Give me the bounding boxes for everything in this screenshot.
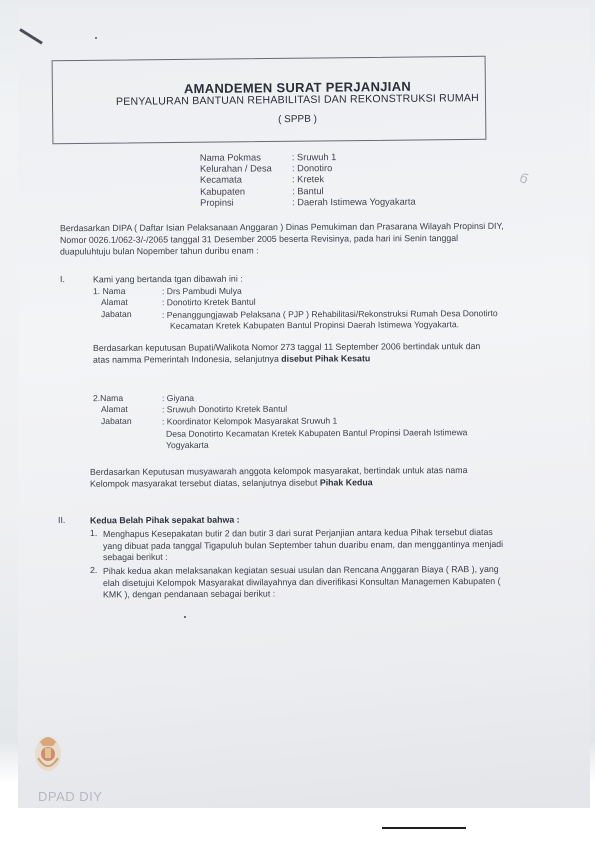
intro-line: Berdasarkan DIPA ( Daftar Isian Pelaksanaan Anggaran ) Dinas Pemukiman dan Prasarana Wilayah Propinsi DIY, <box>59 220 504 234</box>
party2-position-value: : Koordinator Kelompok Masyarakat Sruwuh 1 <box>161 415 338 427</box>
info-label: Kelurahan / Desa <box>199 163 272 174</box>
party1-name-label: 1. Nama <box>92 285 126 297</box>
info-label: Propinsi <box>200 197 234 208</box>
info-label: Nama Pokmas <box>199 152 261 163</box>
info-value: : Bantul <box>292 185 324 196</box>
item-line: Pihak kedua akan melaksanakan kegiatan sesuai usulan dan Rencana Anggaran Biaya ( RAB ), yang <box>102 563 499 577</box>
party2-name-label: 2.Nama <box>92 392 124 404</box>
party2-address-value: : Sruwuh Donotirto Kretek Bantul <box>161 403 288 415</box>
party2-position-value: Desa Donotirto Kecamatan Kretek Kabupaten Bantul Propinsi Daerah Istimewa <box>165 427 468 439</box>
watermark: DPAD DIY <box>38 789 103 804</box>
footer-rule <box>382 827 466 829</box>
item-line: yang dibuat pada tanggal Tigapuluh bulan September tahun duaribu enam, dan menggantinya menjadi <box>102 538 504 552</box>
party2-position-value: Yogyakarta <box>165 439 209 451</box>
document-code: ( SPPB ) <box>277 113 318 126</box>
section-2-number: II. <box>57 514 66 526</box>
party1-name-value: : Drs Pambudi Mulya <box>161 285 242 297</box>
info-value: : Kretek <box>291 174 325 185</box>
intro-line: duapuluhtuju bulan Nopember tahun duribu enam : <box>59 245 259 257</box>
info-value: : Daerah Istimewa Yogyakarta <box>292 196 416 208</box>
party2-address-label: Alamat <box>100 403 128 415</box>
document-subtitle: PENYALURAN BANTUAN REHABILITASI DAN REKONSTRUKSI RUMAH <box>115 92 480 108</box>
section-2-lead: Kedua Belah Pihak sepakat bahwa : <box>89 514 240 526</box>
party1-position-value: Kecamatan Kretek Kabupaten Bantul Propinsi Daerah Istimewa Yogyakarta. <box>169 319 460 331</box>
document-title: AMANDEMEN SURAT PERJANJIAN <box>183 78 412 97</box>
section-1-lead: Kami yang bertanda tgan dibawah ini : <box>92 273 243 285</box>
item-number: 1. <box>89 527 98 539</box>
party1-position-value: : Penanggungjawab Pelaksana ( PJP ) Rehabilitasi/Rekonstruksi Rumah Desa Donotirto <box>161 308 498 320</box>
party2-designation: Pihak Kedua <box>319 477 373 488</box>
intro-line: Nomor 0026.1/062-3/-/2065 tanggal 31 Desember 2005 beserta Revisinya, pada hari ini Senin tanggal <box>59 232 459 246</box>
party1-note-text: atas namma Pemerintah Indonesia, selanjutnya <box>92 353 282 365</box>
party2-note <box>90 477 373 490</box>
item-line: sebagai berikut : <box>102 551 168 563</box>
party1-note: Berdasarkan keputusan Bupati/Walikota Nomor 273 taggal 11 September 2006 bertindak untuk dan <box>92 340 481 354</box>
bleed-through-mark: б <box>517 169 531 187</box>
ink-dot <box>184 616 186 618</box>
info-value: : Donotiro <box>291 163 333 174</box>
party1-designation: disebut Pihak Kesatu <box>281 353 371 364</box>
ink-dot <box>95 37 97 39</box>
party1-note <box>93 353 370 366</box>
info-value: : Sruwuh 1 <box>291 152 337 163</box>
party2-note-text: Kelompok masyarakat tersebut diatas, selanjutnya disebut <box>89 477 320 489</box>
item-line: KMK ), dengan pendanaan sebagai berikut : <box>102 588 276 600</box>
party1-address-label: Alamat <box>100 296 128 308</box>
party1-position-label: Jabatan <box>100 308 132 320</box>
coat-of-arms-logo <box>30 728 66 776</box>
info-label: Kabupaten <box>200 186 246 197</box>
info-block <box>200 151 500 213</box>
party1-address-value: : Donotirto Kretek Bantul <box>161 296 256 308</box>
party2-note: Berdasarkan Keputusan musyawarah anggota kelompok masyarakat, bertindak untuk atas nama <box>89 465 468 477</box>
section-1-number: I. <box>59 273 65 285</box>
item-number: 2. <box>89 564 98 576</box>
item-line: Menghapus Kesepakatan butir 2 dan butir 3 dari surat Perjanjian antara kedua Pihak tersebut diatas <box>102 526 493 540</box>
item-line: elah disetujui Kelompok Masyarakat diwilayahnya dan diverifikasi Konsultan Managemen Kabupaten ( <box>102 575 501 589</box>
party2-position-label: Jabatan <box>100 415 132 427</box>
info-label: Kecamata <box>199 174 242 186</box>
party2-name-value: : Giyana <box>161 392 195 404</box>
